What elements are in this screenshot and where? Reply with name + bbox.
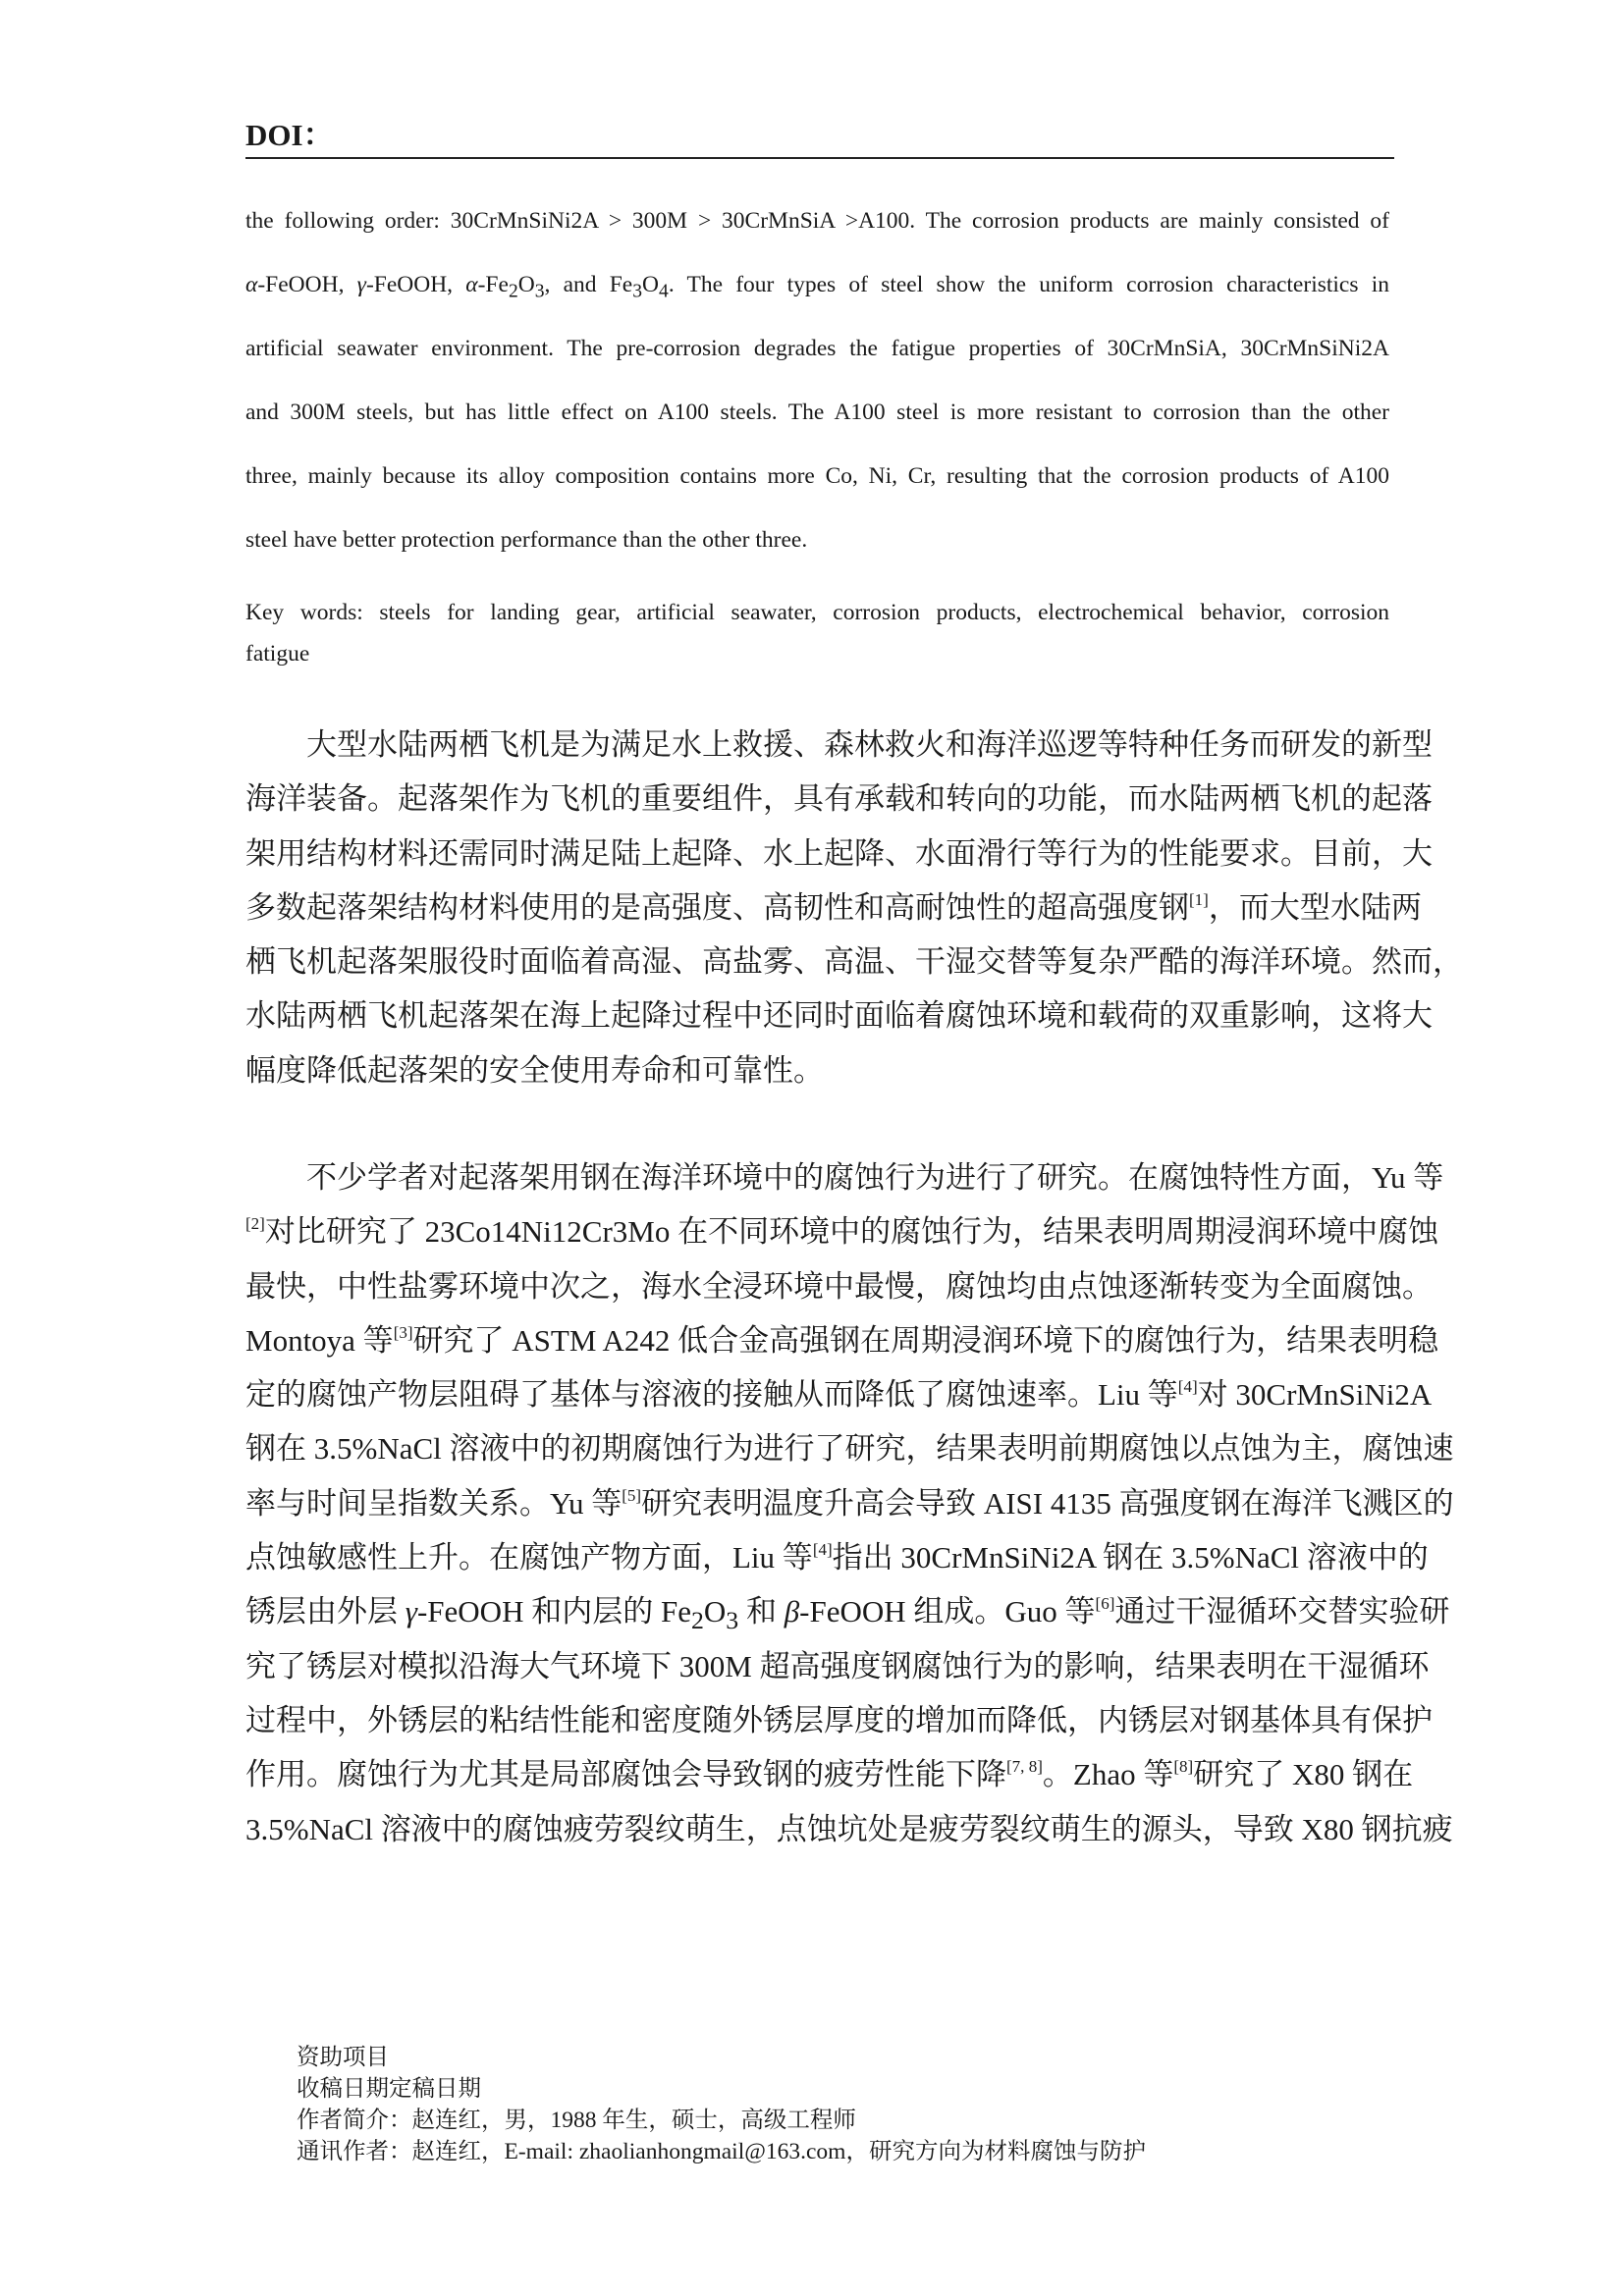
paragraph-2-line: [2]对比研究了 23Co14Ni12Cr3Mo 在不同环境中的腐蚀行为，结果表明周期浸润环境中腐蚀 bbox=[245, 1214, 1439, 1250]
keywords-line: fatigue bbox=[245, 641, 310, 667]
footnotes bbox=[297, 2042, 1377, 2167]
paragraph-2-line: 不少学者对起落架用钢在海洋环境中的腐蚀行为进行了研究。在腐蚀特性方面，Yu 等 bbox=[306, 1160, 1444, 1195]
page-header bbox=[245, 116, 1394, 155]
paragraph-1-line: 幅度降低起落架的安全使用寿命和可靠性。 bbox=[245, 1052, 824, 1088]
abstract-line: α-FeOOH, γ-FeOOH, $\alpha-Fe_2O_3$, and $Fe_3O_4$. The four types of steel show the uniform corrosion characteristics in bbox=[245, 272, 1389, 302]
footnote-funding: 资助项目 bbox=[297, 2045, 389, 2070]
footnote-correspondence: 通讯作者：赵连红，E-mail: zhaolianhongmail@163.com，研究方向为材料腐蚀与防护 bbox=[297, 2139, 1146, 2164]
abstract-text bbox=[245, 204, 1389, 587]
paragraph-1-line: 多数起落架结构材料使用的是高强度、高韧性和高耐蚀性的超高强度钢[1]，而大型水陆两 bbox=[245, 889, 1422, 925]
paragraph-1-line: 水陆两栖飞机起落架在海上起降过程中还同时面临着腐蚀环境和载荷的双重影响，这将大 bbox=[245, 998, 1433, 1034]
abstract-line: steel have better protection performance than the other three. bbox=[245, 527, 808, 553]
paragraph-1-line: 海洋装备。起落架作为飞机的重要组件，具有承载和转向的功能，而水陆两栖飞机的起落 bbox=[245, 781, 1433, 817]
paragraph-2-line: 钢在 3.5%NaCl 溶液中的初期腐蚀行为进行了研究，结果表明前期腐蚀以点蚀为主，腐蚀速 bbox=[245, 1431, 1454, 1467]
paragraph-2-line: 作用。腐蚀行为尤其是局部腐蚀会导致钢的疲劳性能下降[7, 8]。Zhao 等[8]研究了 X80 钢在 bbox=[245, 1757, 1414, 1792]
paragraph-1-line: 架用结构材料还需同时满足陆上起降、水上起降、水面滑行等行为的性能要求。目前，大 bbox=[245, 835, 1433, 871]
paragraph-2-line: Montoya 等[3]研究了 ASTM A242 低合金高强钢在周期浸润环境下的腐蚀行为，结果表明稳 bbox=[245, 1322, 1439, 1358]
paragraph-2-line: 定的腐蚀产物层阻碍了基体与溶液的接触从而降低了腐蚀速率。Liu 等[4]对 30CrMnSiNi2A bbox=[245, 1377, 1433, 1413]
abstract-line: three, mainly because its alloy composition contains more Co, Ni, Cr, resulting that the corrosion products of A100 bbox=[245, 463, 1389, 489]
paragraph-2-line: 锈层由外层 γ-FeOOH 和内层的 $Fe_2O_3$ 和 β-FeOOH 组成。Guo 等[6]通过干湿循环交替实验研 bbox=[245, 1594, 1450, 1635]
abstract-line: the following order: 30CrMnSiNi2A > 300M > 30CrMnSiA >A100. The corrosion products are mainly consisted of bbox=[245, 208, 1389, 234]
abstract-line: and 300M steels, but has little effect on A100 steels. The A100 steel is more resistant to corrosion than the other bbox=[245, 400, 1389, 425]
doi-label: DOI： bbox=[245, 118, 334, 152]
paragraph-1-line: 栖飞机起落架服役时面临着高湿、高盐雾、高温、干湿交替等复杂严酷的海洋环境。然而， bbox=[245, 944, 1463, 980]
header-rule bbox=[245, 157, 1394, 159]
paragraph-2-line: 究了锈层对模拟沿海大气环境下 300M 超高强度钢腐蚀行为的影响，结果表明在干湿循环 bbox=[245, 1648, 1430, 1683]
keywords bbox=[245, 595, 1389, 677]
paragraph-2-line: 最快，中性盐雾环境中次之，海水全浸环境中最慢，腐蚀均由点蚀逐渐转变为全面腐蚀。 bbox=[245, 1268, 1433, 1304]
body-paragraph-2 bbox=[245, 1157, 1454, 1863]
paragraph-2-line: 点蚀敏感性上升。在腐蚀产物方面，Liu 等[4]指出 30CrMnSiNi2A 钢在 3.5%NaCl 溶液中的 bbox=[245, 1540, 1429, 1575]
keywords-line: Key words: steels for landing gear, artificial seawater, corrosion products, electrochemical behavior, corrosion bbox=[245, 600, 1389, 625]
paragraph-1-line: 大型水陆两栖飞机是为满足水上救援、森林救火和海洋巡逻等特种任务而研发的新型 bbox=[306, 727, 1433, 762]
footnote-dates: 收稿日期定稿日期 bbox=[297, 2076, 481, 2102]
paragraph-2-line: 3.5%NaCl 溶液中的腐蚀疲劳裂纹萌生，点蚀坑处是疲劳裂纹萌生的源头，导致 X80 钢抗疲 bbox=[245, 1811, 1453, 1846]
footnote-author-bio: 作者简介：赵连红，男，1988 年生，硕士，高级工程师 bbox=[297, 2108, 856, 2133]
paragraph-2-line: 过程中，外锈层的粘结性能和密度随外锈层厚度的增加而降低，内锈层对钢基体具有保护 bbox=[245, 1702, 1433, 1737]
body-paragraph-1 bbox=[245, 724, 1463, 1104]
abstract-line: artificial seawater environment. The pre-corrosion degrades the fatigue properties of 30CrMnSiA, 30CrMnSiNi2A bbox=[245, 336, 1389, 361]
paragraph-2-line: 率与时间呈指数关系。Yu 等[5]研究表明温度升高会导致 AISI 4135 高强度钢在海洋飞溅区的 bbox=[245, 1485, 1454, 1521]
